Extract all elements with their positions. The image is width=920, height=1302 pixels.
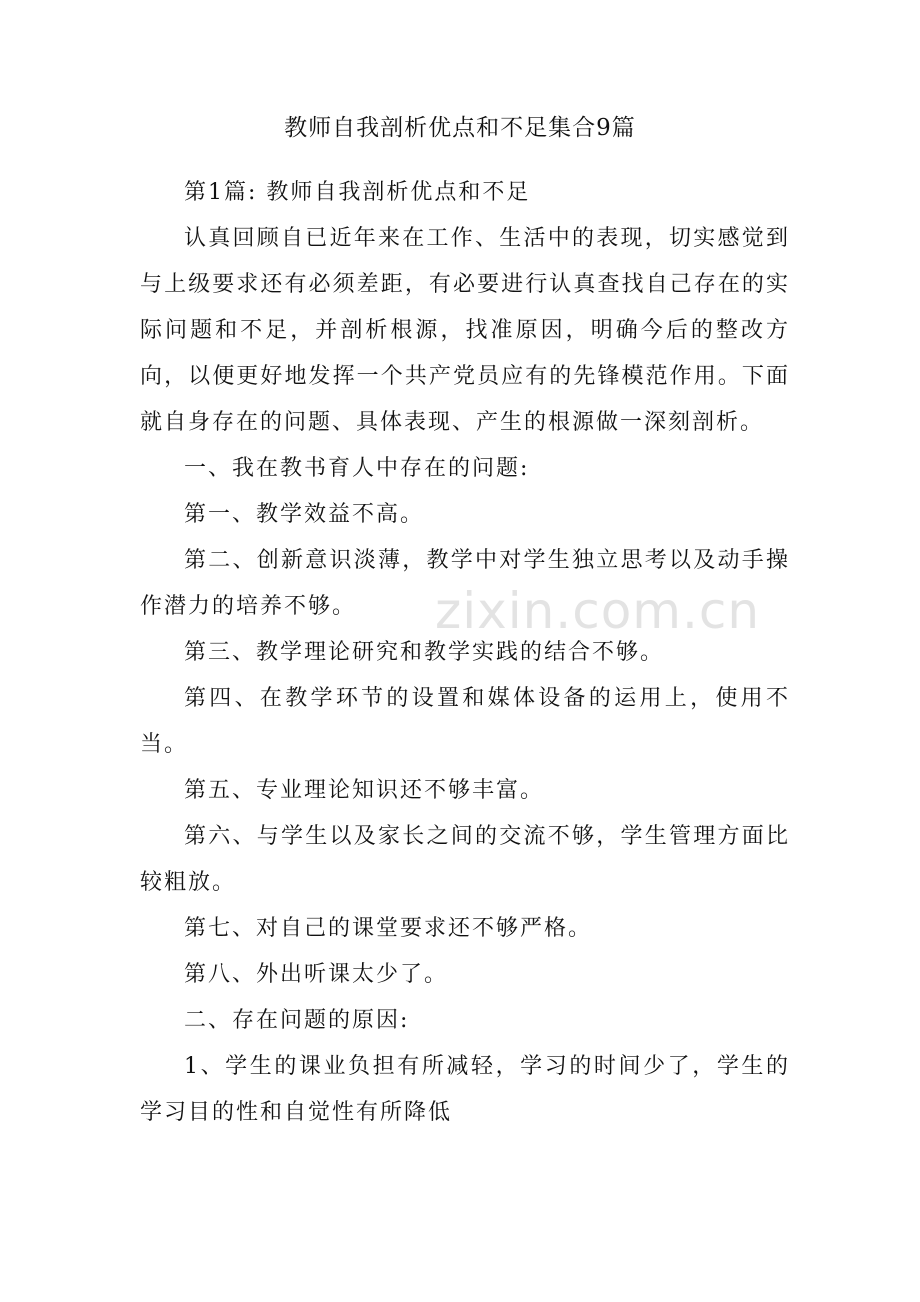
causes-heading: 二、存在问题的原因: xyxy=(184,1008,410,1033)
problem-item: 第三、教学理论研究和教学实践的结合不够。 xyxy=(184,640,665,665)
intro-paragraph: 认真回顾自已近年来在工作、生活中的表现，切实感觉到与上级要求还有必须差距，有必要进行认真查找自己存在的实际问题和不足，并剖析根源，找准原因，明确今后的整改方向，以便更好地发挥一个共产党员应有的先锋模范作用。下面就自身存在的问题、具体表现、产生的根源做一深刻剖析。 xyxy=(140,226,790,435)
document-title: 教师自我剖析优点和不足集合9篇 xyxy=(284,115,636,141)
problem-item: 第八、外出听课太少了。 xyxy=(184,962,449,987)
document-body xyxy=(140,170,790,1136)
problem-item: 第二、创新意识淡薄，教学中对学生独立思考以及动手操作潜力的培养不够。 xyxy=(140,548,790,619)
problem-item: 第四、在教学环节的设置和媒体设备的运用上，使用不当。 xyxy=(140,686,790,757)
problem-item: 第五、专业理论知识还不够丰富。 xyxy=(184,778,545,803)
problem-item: 第六、与学生以及家长之间的交流不够，学生管理方面比较粗放。 xyxy=(140,824,790,895)
section-heading: 第1篇: 教师自我剖析优点和不足 xyxy=(184,180,531,205)
problem-item: 第七、对自己的课堂要求还不够严格。 xyxy=(184,916,593,941)
problem-item: 第一、教学效益不高。 xyxy=(184,502,425,527)
watermark: zixin.com.cn xyxy=(435,582,761,640)
problems-heading: 一、我在教书育人中存在的问题: xyxy=(184,456,530,481)
cause-item: 1、学生的课业负担有所减轻，学习的时间少了，学生的学习目的性和自觉性有所降低 xyxy=(140,1054,790,1125)
